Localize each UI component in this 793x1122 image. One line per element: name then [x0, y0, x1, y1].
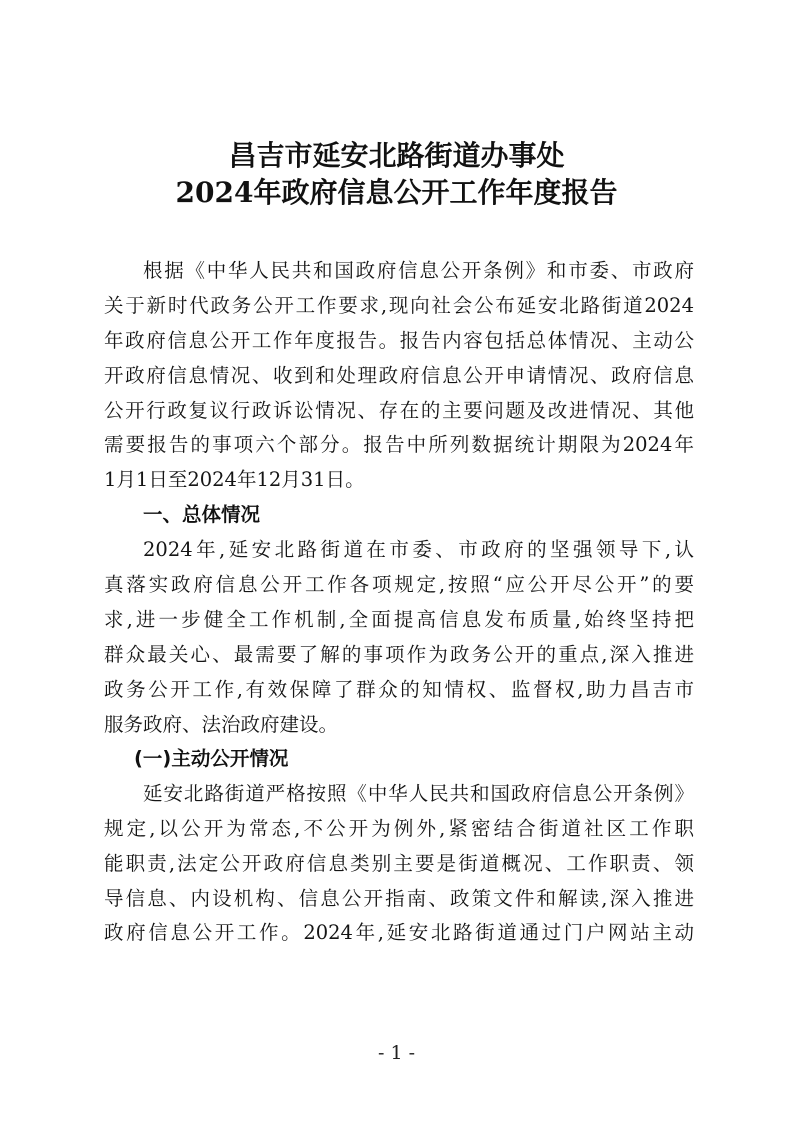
- subsection1-line: 政府信息公开工作。2024年,延安北路街道通过门户网站主动: [104, 921, 694, 944]
- intro-line: 公开行政复议行政诉讼情况、存在的主要问题及改进情况、其他: [104, 399, 694, 422]
- section1-line: 求,进一步健全工作机制,全面提高信息发布质量,始终坚持把: [104, 608, 694, 631]
- document-title-line-2: 2024年政府信息公开工作年度报告: [175, 176, 618, 209]
- subsection1-line: 导信息、内设机构、信息公开指南、政策文件和解读,深入推进: [104, 887, 694, 910]
- intro-line: 年政府信息公开工作年度报告。报告内容包括总体情况、主动公: [104, 329, 694, 352]
- intro-line: 1月1日至2024年12月31日。: [104, 468, 365, 491]
- section1-line: 真落实政府信息公开工作各项规定,按照“应公开尽公开”的要: [104, 573, 694, 596]
- intro-line: 开政府信息情况、收到和处理政府信息公开申请情况、政府信息: [104, 364, 694, 387]
- document-title-line-1: 昌吉市延安北路街道办事处: [228, 139, 565, 172]
- intro-line: 根据《中华人民共和国政府信息公开条例》和市委、市政府: [143, 259, 694, 282]
- page-number: - 1 -: [377, 1042, 415, 1064]
- subsection1-line: 能职责,法定公开政府信息类别主要是街道概况、工作职责、领: [104, 852, 694, 875]
- section-heading-overview: 一、总体情况: [143, 503, 261, 526]
- section1-line: 服务政府、法治政府建设。: [104, 713, 339, 736]
- intro-line: 关于新时代政务公开工作要求,现向社会公布延安北路街道2024: [104, 294, 694, 317]
- subsection-heading-proactive-disclosure: (一)主动公开情况: [134, 747, 289, 770]
- section1-line: 2024年,延安北路街道在市委、市政府的坚强领导下,认: [143, 538, 694, 561]
- section1-line: 群众最关心、最需要了解的事项作为政务公开的重点,深入推进: [104, 643, 694, 666]
- intro-line: 需要报告的事项六个部分。报告中所列数据统计期限为2024年: [104, 433, 694, 456]
- subsection1-line: 规定,以公开为常态,不公开为例外,紧密结合街道社区工作职: [104, 817, 694, 840]
- section1-line: 政务公开工作,有效保障了群众的知情权、监督权,助力昌吉市: [104, 678, 694, 701]
- subsection1-line: 延安北路街道严格按照《中华人民共和国政府信息公开条例》: [143, 782, 694, 805]
